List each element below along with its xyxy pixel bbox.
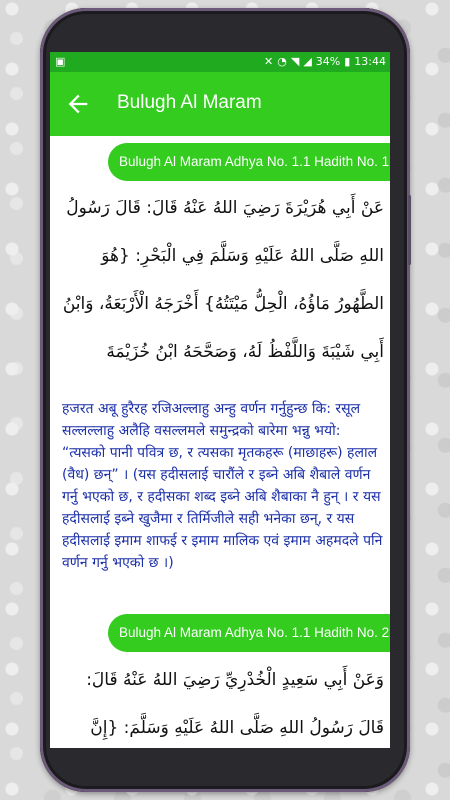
sim-icon: ▣ xyxy=(55,55,66,68)
status-bar xyxy=(50,52,390,72)
back-button[interactable] xyxy=(64,90,92,118)
app-bar xyxy=(50,72,390,136)
cast-icon: ◔ xyxy=(277,55,287,68)
hadith-header-2: Bulugh Al Maram Adhya No. 1.1 Hadith No. 2 xyxy=(108,614,390,652)
arrow-left-icon xyxy=(64,90,92,118)
hadith-header-1: Bulugh Al Maram Adhya No. 1.1 Hadith No. 1 xyxy=(108,143,390,181)
hadith-arabic-text-1: عَنْ أَبِي هُرَيْرَةَ رَضِيَ اللهُ عَنْهُ قَالَ: قَالَ رَسُولُ اللهِ صَلَّى اللهُ عَلَيْهِ وَسَلَّمَ فِي الْبَحْرِ: {هُوَ الطَّهُورُ مَاؤُهُ، الْحِلُّ مَيْتَتُهُ} أَخْرَجَهُ الْأَرْبَعَةُ، وَابْنُ أَبِي شَيْبَةَ وَاللَّفْظُ لَهُ، وَصَحَّحَهُ ابْنُ خُزَيْمَةَ xyxy=(62,198,384,362)
hadith-translation-1: हजरत अबू हुरैरह रजिअल्लाहु अन्हु वर्णन गर्नुहुन्छ कि: रसूल सल्लल्लाहु अलैहि वसल्लमले समुन्द्रको बारेमा भन्नु भयो: “त्यसको पानी पवित्र छ, र त्यसका मृतकहरू (माछाहरू) हलाल (वैध) छन्” । (यस हदीसलाई चारौंले र इब्ने अबि शैबाले वर्णन गर्नु भएको छ, र हदीसका शब्द इब्ने अबि शैबाका नै हुन् । र यस हदीसलाई इब्ने खुजैमा र तिर्मिजीले सही भनेका छन्, र यस हदीसलाई इमाम शाफई र इमाम मालिक एवं इमाम अहमदले पनि वर्णन गर्नु भएको छ ।) xyxy=(62,401,383,571)
signal-icon: ◢ xyxy=(303,55,312,68)
hadith-list[interactable] xyxy=(50,136,390,748)
app-title: Bulugh Al Maram xyxy=(117,92,262,113)
battery-percent: 34% xyxy=(315,55,341,68)
app-screen xyxy=(50,52,390,748)
phone-side-button xyxy=(408,195,411,265)
wifi-icon: ◥ xyxy=(290,55,300,68)
battery-icon: ▮ xyxy=(344,55,351,68)
status-icons xyxy=(264,55,386,68)
hadith-arabic-text-2: وَعَنْ أَبِي سَعِيدٍ الْخُدْرِيِّ رَضِيَ اللهُ عَنْهُ قَالَ: قَالَ رَسُولُ اللهِ صَلَّى اللهُ عَلَيْهِ وَسَلَّمَ: {إِنَّ xyxy=(86,670,384,738)
volume-off-icon: ✕ xyxy=(264,55,274,68)
clock: 13:44 xyxy=(354,55,386,68)
